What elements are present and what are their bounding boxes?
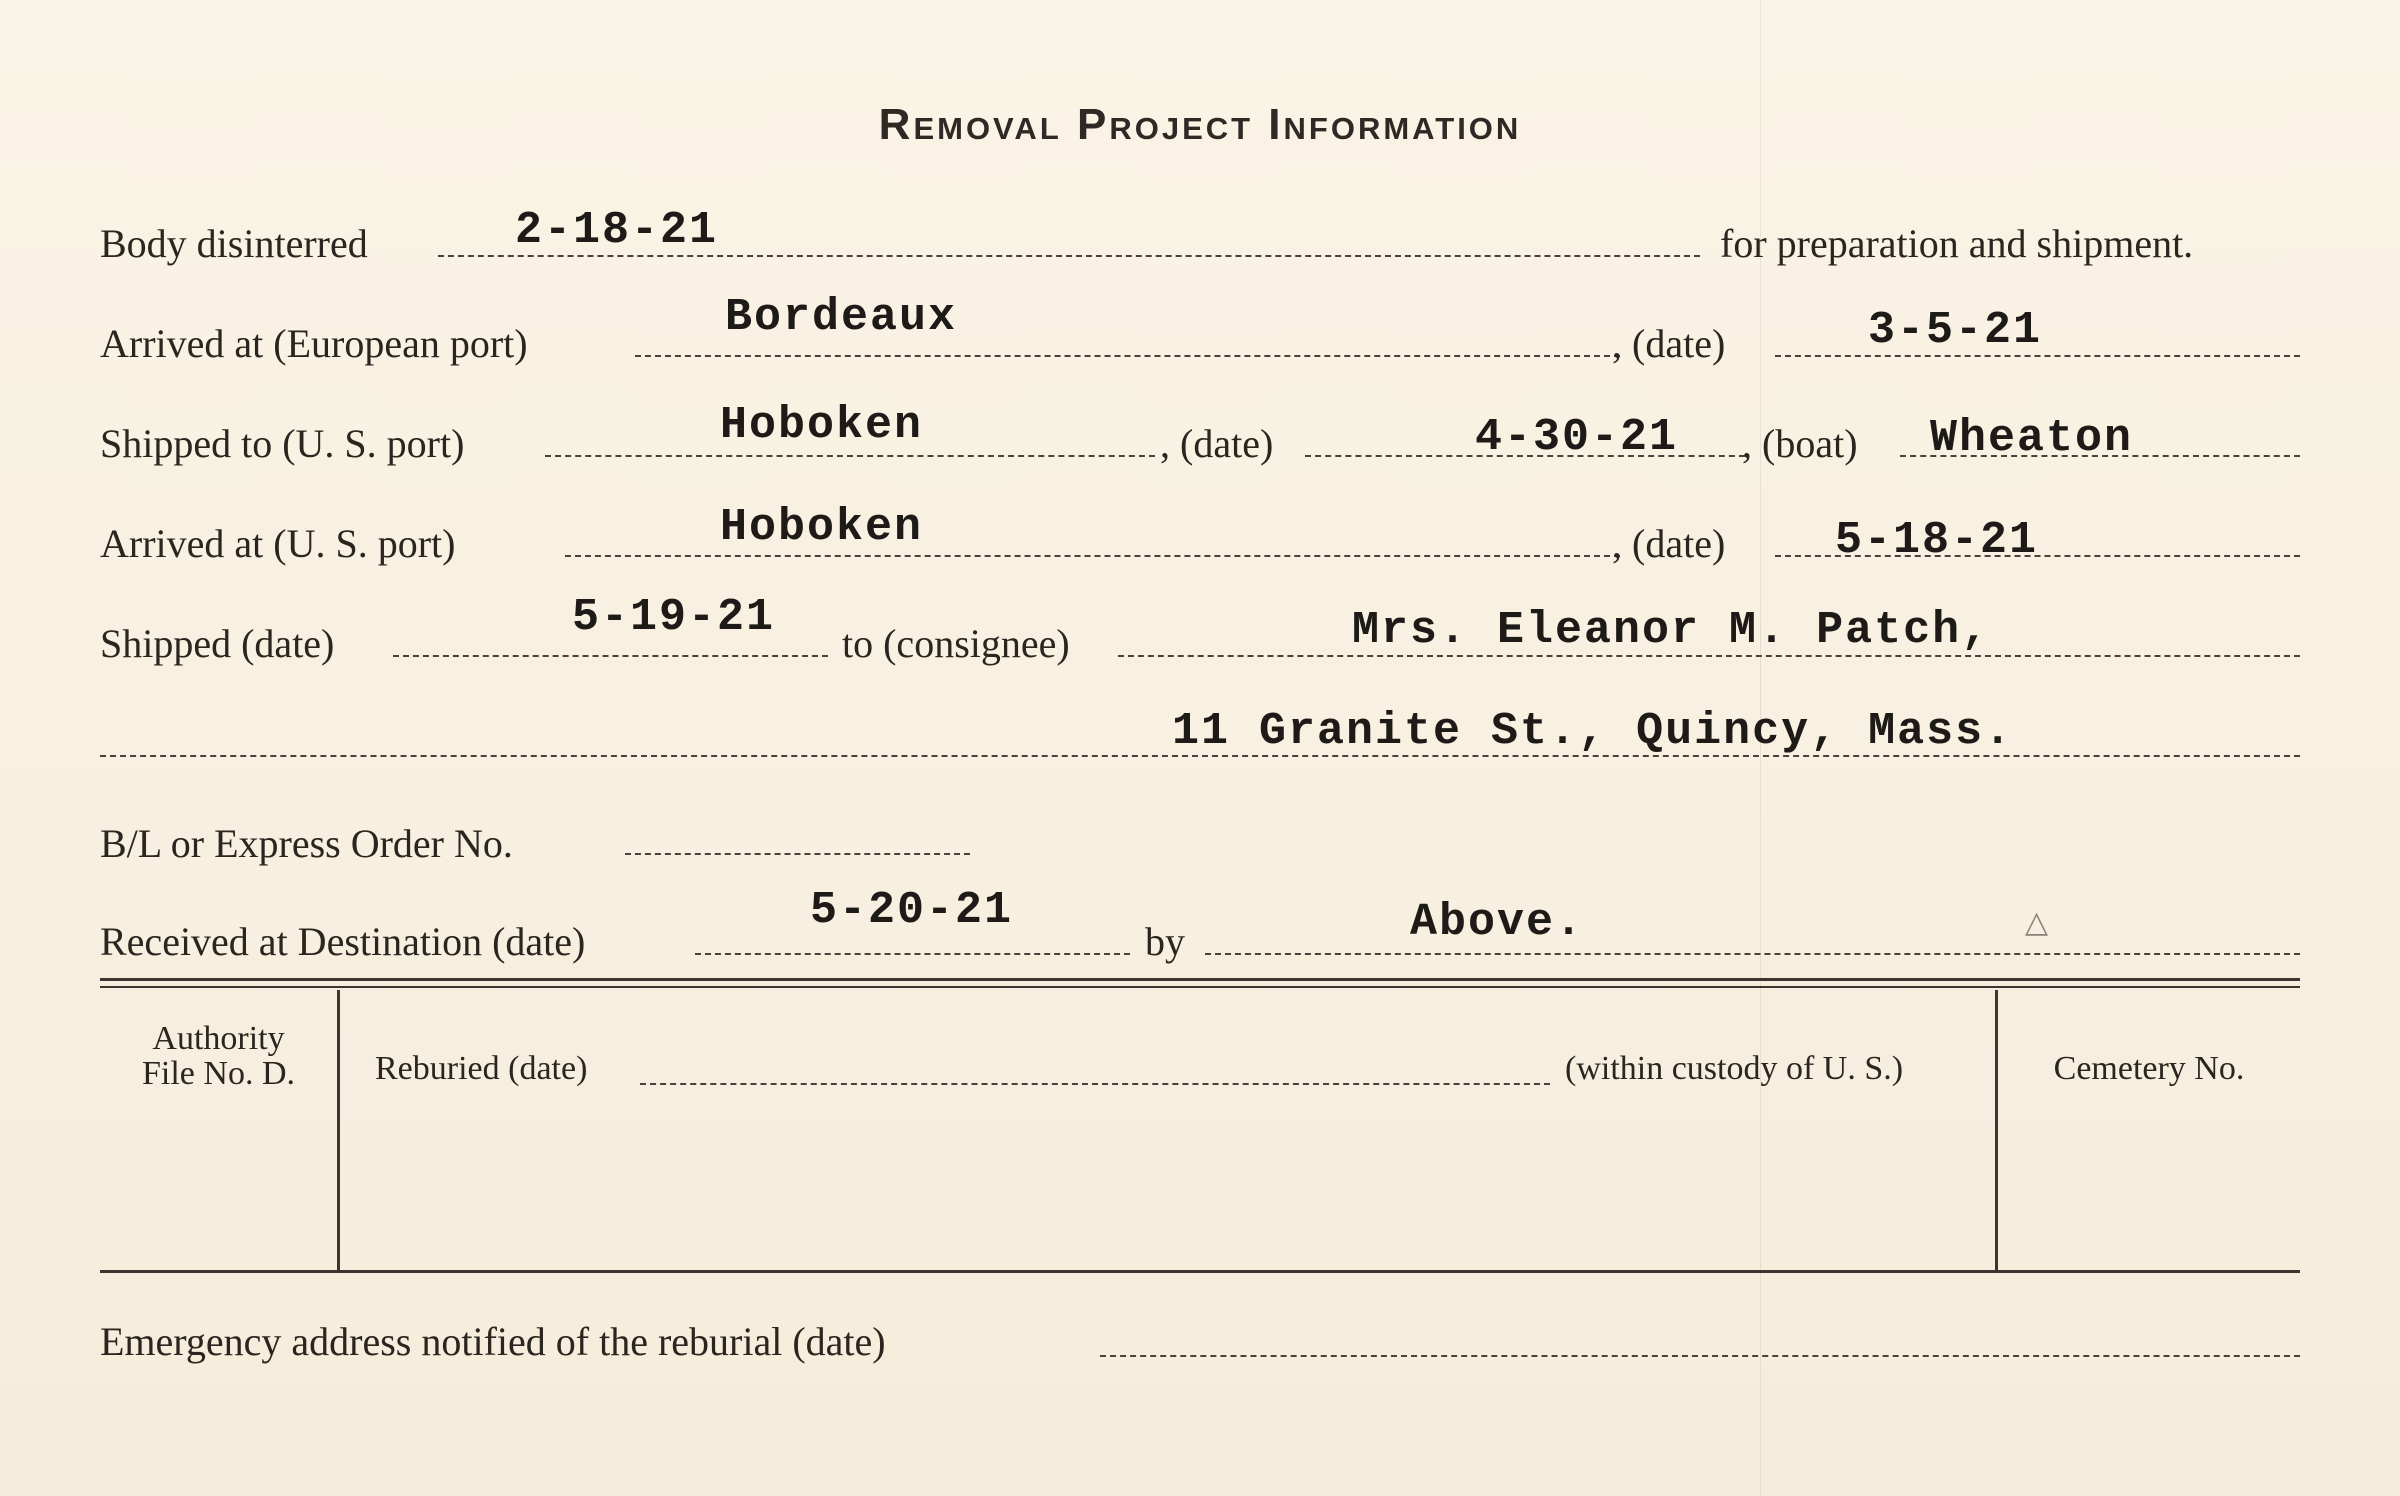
disinterred-suffix: for preparation and shipment. — [1720, 221, 2194, 266]
table-divider-left — [337, 990, 340, 1270]
shipped-us-boat: Wheaton — [1930, 413, 2134, 464]
faint-mark: △ — [2025, 906, 2049, 939]
disinterred-date: 2-18-21 — [515, 205, 719, 256]
arrived-us-label: Arrived at (U. S. port) — [100, 521, 456, 566]
custody-label: (within custody of U. S.) — [1565, 1050, 1904, 1087]
authority-label-line1: Authority — [152, 1020, 285, 1057]
shipped-date-label: Shipped (date) — [100, 621, 335, 666]
card-title: Removal Project Information — [878, 100, 1522, 149]
bl-order-label: B/L or Express Order No. — [100, 821, 513, 866]
emergency-line — [1100, 1355, 2300, 1357]
arrived-european-date-label: , (date) — [1612, 321, 1726, 366]
arrived-us-port: Hoboken — [720, 502, 924, 553]
table-bottom-rule — [100, 1270, 2300, 1273]
received-date: 5-20-21 — [810, 885, 1014, 936]
shipped-us-port: Hoboken — [720, 400, 924, 451]
shipped-us-label: Shipped to (U. S. port) — [100, 421, 465, 466]
arrived-european-label: Arrived at (European port) — [100, 321, 528, 366]
consignee-name: Mrs. Eleanor M. Patch, — [1352, 605, 1991, 656]
arrived-european-line — [635, 355, 1620, 357]
arrived-european-port: Bordeaux — [725, 292, 958, 343]
received-by-label: by — [1145, 919, 1185, 964]
received-label: Received at Destination (date) — [100, 919, 586, 964]
shipped-us-date: 4-30-21 — [1475, 412, 1679, 463]
reburied-line — [640, 1083, 1550, 1085]
shipped-us-date-label: , (date) — [1160, 421, 1274, 466]
reburied-label: Reburied (date) — [375, 1050, 588, 1087]
received-date-line — [695, 953, 1130, 955]
table-divider-right — [1995, 990, 1998, 1270]
arrived-european-date: 3-5-21 — [1868, 305, 2043, 356]
arrived-us-date-label: , (date) — [1612, 521, 1726, 566]
received-by-line — [1205, 953, 2300, 955]
shipped-date-line — [393, 655, 828, 657]
emergency-label: Emergency address notified of the reburial (date) — [100, 1319, 886, 1364]
received-by: Above. — [1410, 897, 1585, 948]
disinterred-label: Body disinterred — [100, 221, 368, 266]
bl-order-line — [625, 853, 970, 855]
arrived-us-line — [565, 555, 1620, 557]
consignee-label: to (consignee) — [842, 621, 1070, 666]
shipped-us-boat-label: , (boat) — [1742, 421, 1858, 466]
table-top-rule-1 — [100, 978, 2300, 981]
arrived-us-date: 5-18-21 — [1835, 515, 2039, 566]
authority-label-line2: File No. D. — [142, 1055, 295, 1092]
consignee-address: 11 Granite St., Quincy, Mass. — [1172, 706, 2014, 757]
shipped-date: 5-19-21 — [572, 592, 776, 643]
shipped-us-line — [545, 455, 1155, 457]
cemetery-label: Cemetery No. — [2053, 1050, 2245, 1087]
table-top-rule-2 — [100, 986, 2300, 988]
